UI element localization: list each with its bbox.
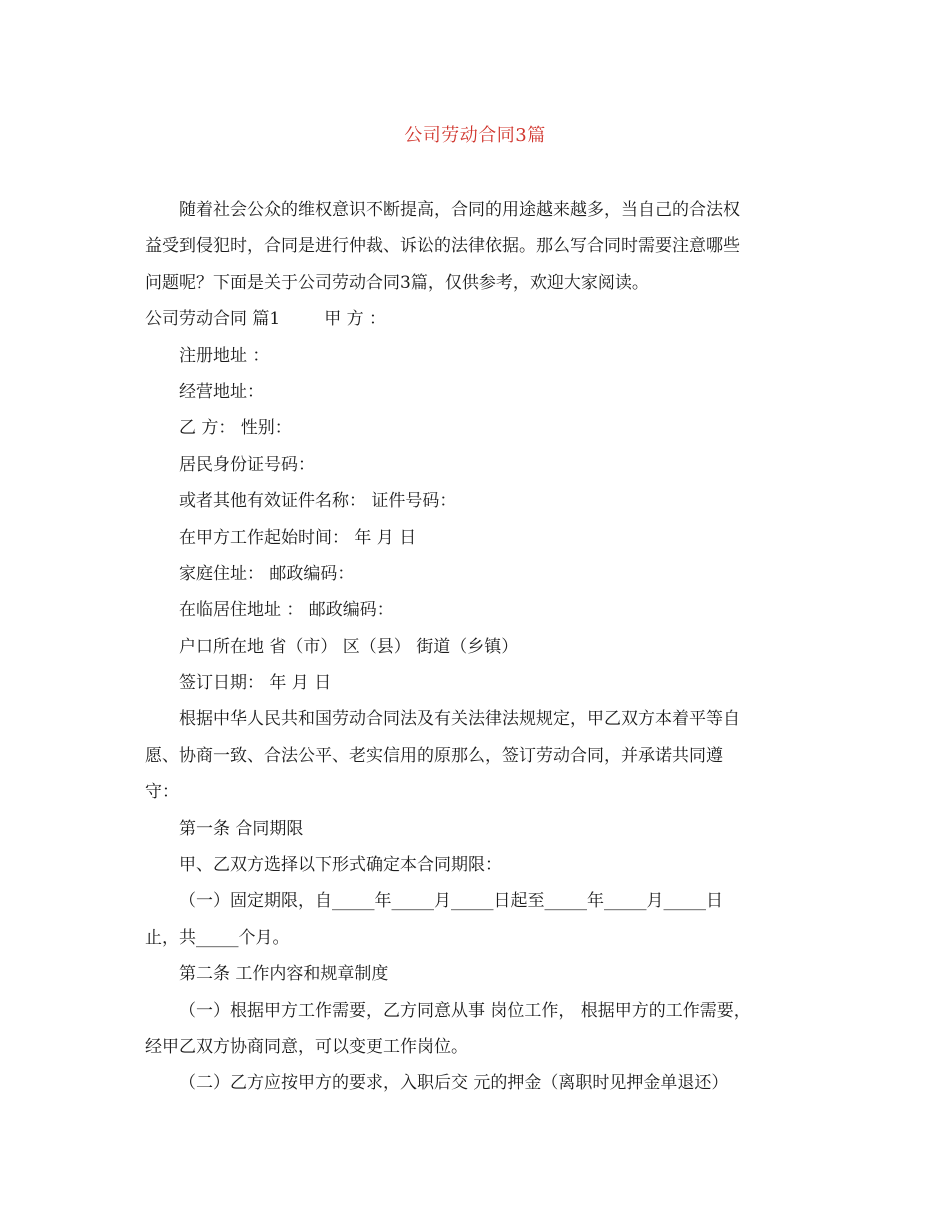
line-text: 益受到侵犯时，合同是进行仲裁、诉讼的法律依据。那么写合同时需要注意哪些 — [145, 236, 740, 257]
paragraph-line — [145, 592, 805, 628]
paragraph-line — [145, 301, 805, 337]
paragraph-line — [145, 774, 805, 810]
line-text: 愿、协商一致、合法公平、老实信用的原那么，签订劳动合同，并承诺共同遵 — [145, 745, 723, 766]
paragraph-line — [145, 883, 805, 919]
paragraph-line — [145, 665, 805, 701]
line-text: 在甲方工作起始时间： 年 月 日 — [179, 527, 417, 548]
paragraph-line — [145, 192, 805, 228]
line-text: 随着社会公众的维权意识不断提高，合同的用途越来越多，当自己的合法权 — [179, 200, 740, 220]
paragraph-line — [145, 483, 805, 519]
line-text: （一）固定期限，自_____年_____月_____日起至_____年_____月_____日 — [179, 891, 723, 912]
paragraph-line — [145, 447, 805, 483]
line-text: 问题呢？下面是关于公司劳动合同3篇，仅供参考，欢迎大家阅读。 — [145, 272, 649, 293]
document-body — [145, 192, 805, 1102]
line-text: 第二条 工作内容和规章制度 — [179, 964, 389, 985]
paragraph-line — [145, 1029, 805, 1065]
paragraph-line — [145, 228, 805, 264]
line-text: 乙 方： 性别： — [179, 418, 292, 439]
paragraph-line — [145, 374, 805, 410]
line-text: 经甲乙双方协商同意，可以变更工作岗位。 — [145, 1036, 468, 1057]
line-text: 在临居住地址 ： 邮政编码： — [179, 600, 394, 621]
line-text: 根据中华人民共和国劳动合同法及有关法律法规规定，甲乙双方本着平等自 — [179, 709, 740, 730]
document-title: 公司劳动合同3篇 — [404, 125, 546, 146]
paragraph-line — [145, 410, 805, 446]
line-text: 甲、乙双方选择以下形式确定本合同期限： — [179, 855, 502, 876]
paragraph-line — [145, 920, 805, 956]
paragraph-line — [145, 556, 805, 592]
paragraph-line — [145, 338, 805, 374]
line-text: （二）乙方应按甲方的要求，入职后交 元的押金（离职时见押金单退还） — [179, 1073, 729, 1094]
paragraph-line — [145, 701, 805, 737]
line-text: 或者其他有效证件名称： 证件号码： — [179, 491, 457, 512]
line-text: 公司劳动合同 篇1 — [145, 309, 281, 330]
line-text: 签订日期： 年 月 日 — [179, 673, 332, 694]
line-text: 注册地址 ： — [179, 345, 270, 366]
line-text: （一）根据甲方工作需要，乙方同意从事 岗位工作， 根据甲方的工作需要， — [179, 1000, 751, 1021]
line-text: 止，共_____个月。 — [145, 927, 290, 948]
line-text: 守： — [145, 782, 179, 803]
paragraph-line — [145, 847, 805, 883]
line-text: 户口所在地 省（市） 区（县） 街道（乡镇） — [179, 636, 519, 657]
paragraph-line — [145, 738, 805, 774]
line-text: 家庭住址： 邮政编码： — [179, 563, 355, 584]
paragraph-line — [145, 993, 805, 1029]
paragraph-line — [145, 520, 805, 556]
line-suffix: 甲 方 ： — [324, 309, 387, 330]
line-text: 第一条 合同期限 — [179, 818, 304, 839]
paragraph-line — [145, 265, 805, 301]
paragraph-line — [145, 811, 805, 847]
paragraph-line — [145, 956, 805, 992]
line-text: 居民身份证号码： — [179, 454, 315, 475]
line-text: 经营地址： — [179, 381, 264, 402]
paragraph-line — [145, 629, 805, 665]
paragraph-line — [145, 1065, 805, 1101]
